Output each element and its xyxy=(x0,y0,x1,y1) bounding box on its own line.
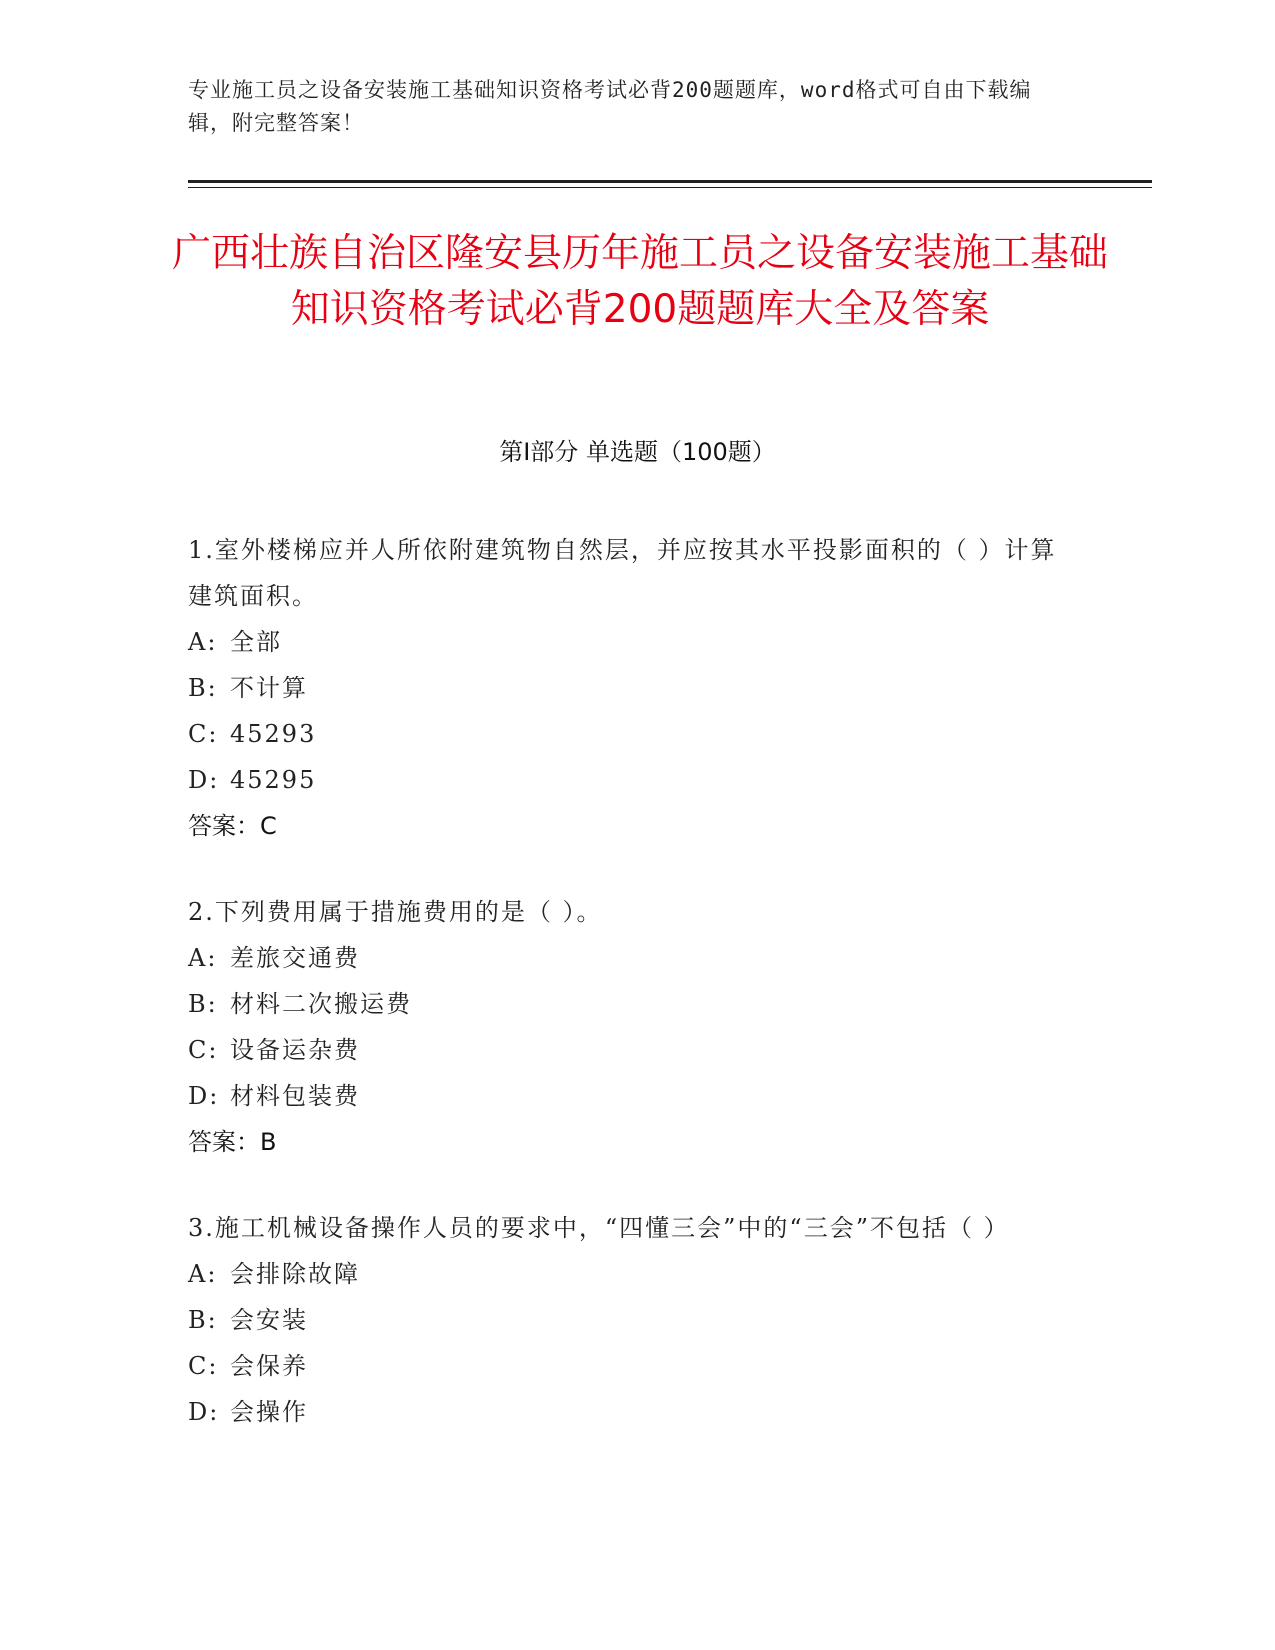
option-key: A: xyxy=(188,944,218,972)
option-a xyxy=(188,1251,1068,1297)
option-text: 差旅交通费 xyxy=(230,944,360,972)
option-text: 会操作 xyxy=(230,1398,308,1426)
option-text: 设备运杂费 xyxy=(230,1036,360,1064)
option-text: 45293 xyxy=(230,720,317,748)
option-text: 会保养 xyxy=(230,1352,308,1380)
header-divider-thick xyxy=(188,180,1152,183)
option-c xyxy=(188,1343,1068,1389)
option-key: B: xyxy=(188,990,218,1018)
option-d xyxy=(188,757,1068,803)
question-stem: 2.下列费用属于措施费用的是（ ）。 xyxy=(188,898,603,926)
option-key: D: xyxy=(188,1398,220,1426)
option-text: 45295 xyxy=(230,766,317,794)
option-text: 不计算 xyxy=(230,674,308,702)
option-b xyxy=(188,1297,1068,1343)
option-key: A: xyxy=(188,1260,218,1288)
option-key: D: xyxy=(188,1082,220,1110)
option-text: 材料二次搬运费 xyxy=(230,990,412,1018)
option-b xyxy=(188,665,1068,711)
option-text: 会安装 xyxy=(230,1306,308,1334)
header-note: 专业施工员之设备安装施工基础知识资格考试必背200题题库，word格式可自由下载编辑，附完整答案！ xyxy=(188,78,1032,135)
option-c xyxy=(188,1027,1068,1073)
option-c xyxy=(188,711,1068,757)
option-d xyxy=(188,1389,1068,1435)
option-text: 会排除故障 xyxy=(230,1260,360,1288)
option-key: B: xyxy=(188,674,218,702)
option-key: C: xyxy=(188,1036,219,1064)
question-item xyxy=(188,1205,1068,1435)
document-title: 广西壮族自治区隆安县历年施工员之设备安装施工基础知识资格考试必背200题题库大全及答案 xyxy=(171,231,1108,332)
option-key: B: xyxy=(188,1306,218,1334)
option-key: D: xyxy=(188,766,220,794)
question-item xyxy=(188,889,1068,1165)
answer-line: 答案：C xyxy=(188,812,277,840)
option-a xyxy=(188,935,1068,981)
question-item xyxy=(188,527,1068,849)
option-a xyxy=(188,619,1068,665)
question-list xyxy=(188,527,1068,1475)
option-key: A: xyxy=(188,628,218,656)
option-d xyxy=(188,1073,1068,1119)
question-stem: 1.室外楼梯应并人所依附建筑物自然层，并应按其水平投影面积的（ ）计算建筑面积。 xyxy=(188,536,1057,610)
option-b xyxy=(188,981,1068,1027)
question-stem: 3.施工机械设备操作人员的要求中，“四懂三会”中的“三会”不包括（ ） xyxy=(188,1214,1010,1242)
option-key: C: xyxy=(188,1352,219,1380)
header-divider-thin xyxy=(188,187,1152,188)
option-text: 材料包装费 xyxy=(230,1082,360,1110)
option-text: 全部 xyxy=(230,628,282,656)
answer-line: 答案：B xyxy=(188,1128,277,1156)
section-heading: 第Ⅰ部分 单选题（100题） xyxy=(499,438,776,466)
option-key: C: xyxy=(188,720,219,748)
